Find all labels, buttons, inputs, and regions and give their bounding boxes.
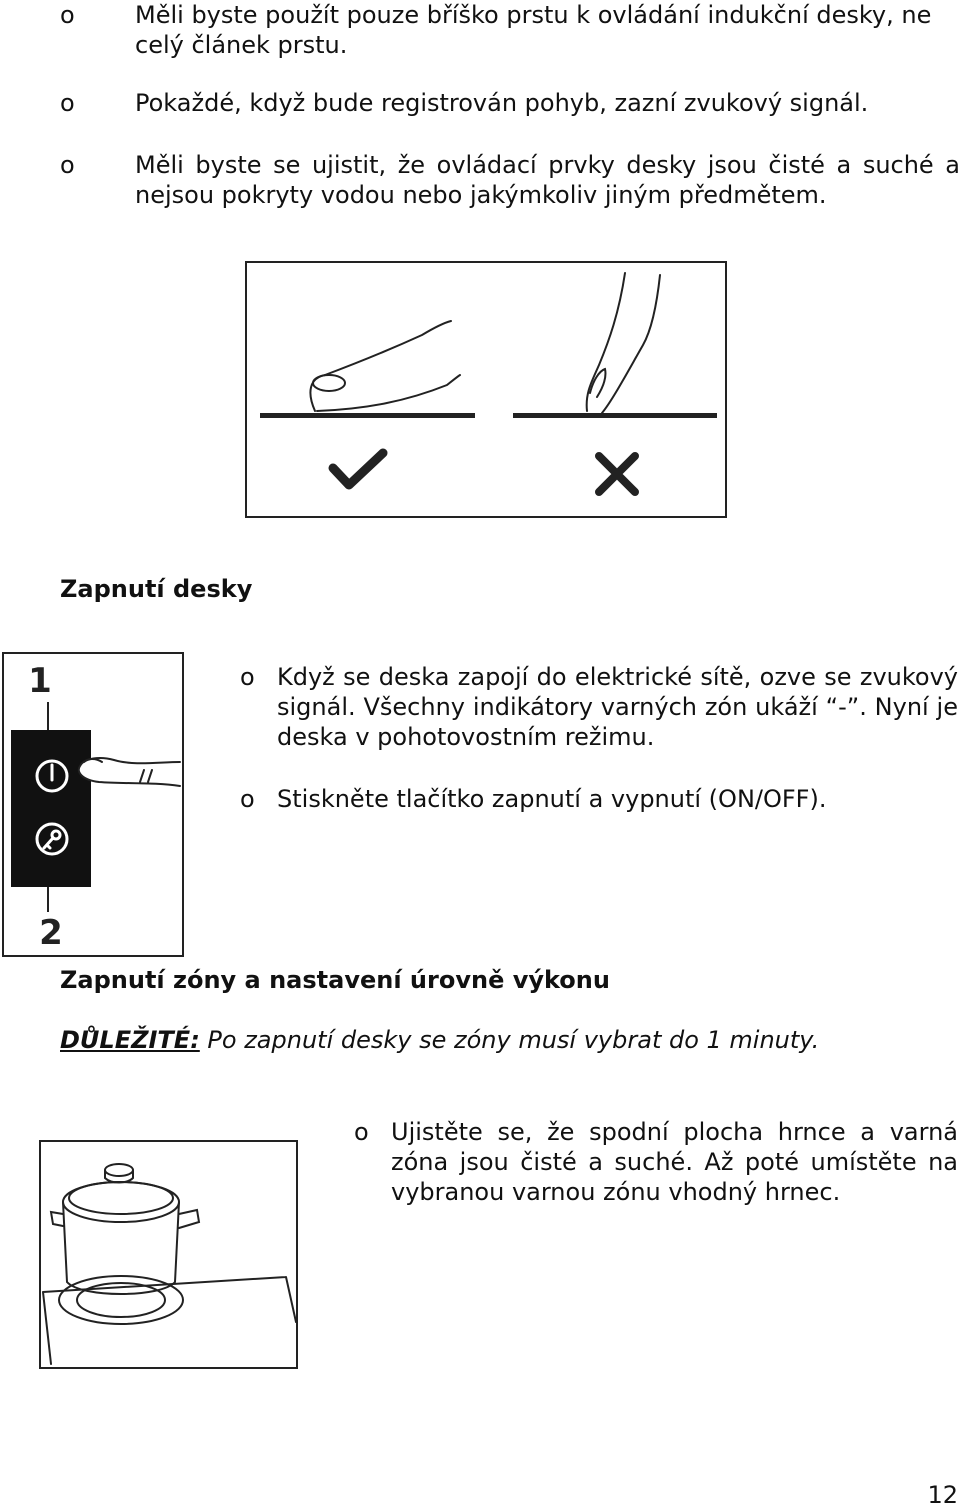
pot-on-zone-illustration [39,1140,298,1369]
bullet-mark: o [60,89,75,117]
pot-drawing [41,1142,296,1367]
intro-bullet-1-text: Měli byste použít pouze bříško prstu k ovládání indukční desky, ne celý článek prstu. [135,1,932,59]
important-text: Po zapnutí desky se zóny musí vybrat do 1 minuty. [199,1026,820,1054]
bullet-mark: o [60,151,75,179]
important-note [60,1025,819,1055]
finger-tip-icon [587,273,660,413]
section-title-power-on: Zapnutí desky [60,575,253,603]
bullet-mark: o [240,785,255,813]
power-bullet-1-text: Když se deska zapojí do elektrické sítě, ozve se zvukový signál. Všechny indikátory varných zón ukáží “-”. Nyní je deska v pohotovostním režimu. [277,663,958,751]
power-bullet-2-text: Stiskněte tlačítko zapnutí a vypnutí (ON/OFF). [277,785,827,813]
finger-flat-icon [310,321,460,411]
bullet-mark: o [60,1,75,29]
bullet-mark: o [240,663,255,691]
finger-press-icon [79,758,180,786]
control-panel-drawing [4,654,182,955]
cross-icon [599,456,635,492]
control-panel-illustration [2,652,184,957]
important-label: DŮLEŽITÉ: [60,1026,200,1054]
step-number-2: 2 [39,913,63,953]
intro-bullet-2-text: Pokaždé, když bude registrován pohyb, zazní zvukový signál. [135,89,869,117]
bullet-mark: o [354,1118,369,1146]
page-number: 12 [927,1481,958,1509]
check-icon [333,453,383,485]
section-title-zone: Zapnutí zóny a nastavení úrovně výkonu [60,966,610,994]
surface-line-right [513,413,717,418]
surface-line-left [260,413,475,418]
zone-bullet-1-text: Ujistěte se, že spodní plocha hrnce a varná zóna jsou čisté a suché. Až poté umístěte na vybranou varnou zónu vhodný hrnec. [391,1118,958,1206]
intro-bullet-3-text: Měli byste se ujistit, že ovládací prvky desky jsou čisté a suché a nejsou pokryty vodou nebo jakýmkoliv jiným předmětem. [135,151,960,209]
step-number-1: 1 [28,661,52,701]
control-panel [11,730,91,887]
finger-touch-drawing [247,263,725,516]
finger-touch-illustration [245,261,727,518]
